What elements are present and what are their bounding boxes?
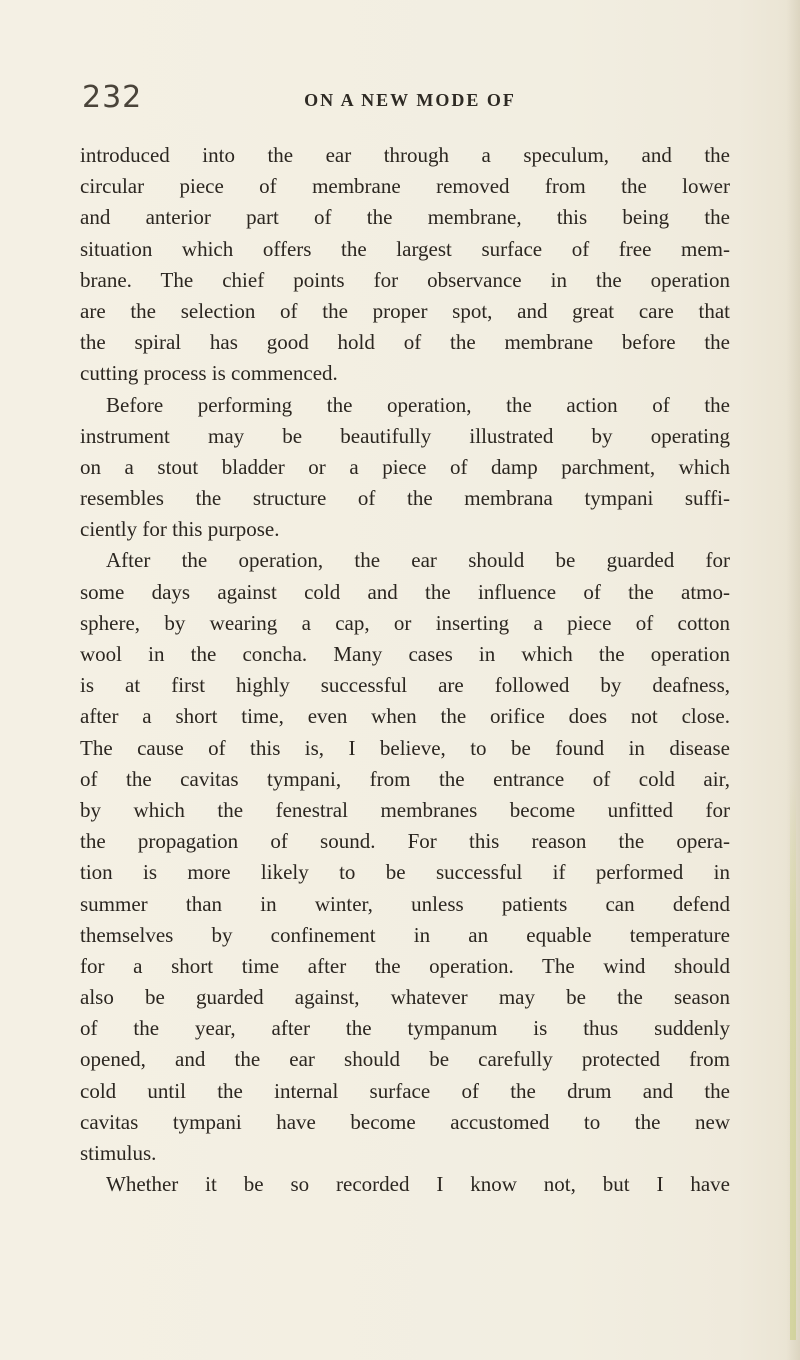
- text-line: the spiral has good hold of the membrane before the: [80, 330, 730, 355]
- text-line: summer than in winter, unless patients can defend: [80, 891, 730, 916]
- text-line: for a short time after the operation. The wind should: [80, 953, 730, 978]
- text-line: resembles the structure of the membrana tympani suffi-: [80, 486, 730, 511]
- text-line: on a stout bladder or a piece of damp parchment, which: [80, 454, 730, 479]
- text-line: stimulus.: [80, 1141, 157, 1165]
- text-line: sphere, by wearing a cap, or inserting a piece of cotton: [80, 610, 730, 635]
- text-line: of the cavitas tympani, from the entrance of cold air,: [80, 766, 730, 791]
- text-line: After the operation, the ear should be guarded for: [106, 548, 730, 573]
- text-line: Before performing the operation, the action of the: [106, 392, 730, 417]
- text-line: introduced into the ear through a speculum, and the: [80, 143, 730, 167]
- body-text: [80, 140, 730, 1200]
- text-line: circular piece of membrane removed from the lower: [80, 174, 730, 199]
- text-line: brane. The chief points for observance in the operation: [80, 267, 730, 292]
- text-line: and anterior part of the membrane, this being the: [80, 205, 730, 230]
- running-head: ON A NEW MODE OF: [304, 90, 516, 110]
- text-line: after a short time, even when the orifice does not close.: [80, 704, 730, 729]
- page-edge-stain: [790, 780, 796, 1340]
- page-header: [80, 80, 740, 120]
- text-line: cutting process is commenced.: [80, 361, 338, 386]
- text-line: cavitas tympani have become accustomed to the new: [80, 1109, 730, 1134]
- text-line: also be guarded against, whatever may be the season: [80, 985, 730, 1010]
- text-line: are the selection of the proper spot, and great care that: [80, 298, 730, 323]
- text-line: Whether it be so recorded I know not, but I have: [106, 1172, 730, 1197]
- text-line: situation which offers the largest surface of free mem-: [80, 236, 730, 261]
- text-line: cold until the internal surface of the drum and the: [80, 1078, 730, 1103]
- text-line: tion is more likely to be successful if performed in: [80, 860, 730, 885]
- text-line: instrument may be beautifully illustrated by operating: [80, 423, 730, 448]
- text-line: The cause of this is, I believe, to be found in disease: [80, 735, 730, 760]
- text-line: is at first highly successful are followed by deafness,: [80, 673, 730, 698]
- text-line: of the year, after the tympanum is thus suddenly: [80, 1016, 730, 1041]
- text-line: wool in the concha. Many cases in which the operation: [80, 642, 730, 666]
- text-line: some days against cold and the influence of the atmo-: [80, 579, 730, 604]
- text-line: the propagation of sound. For this reason the opera-: [80, 829, 730, 854]
- page-number: 232: [82, 80, 143, 115]
- text-line: ciently for this purpose.: [80, 517, 280, 542]
- text-line: themselves by confinement in an equable temperature: [80, 922, 730, 947]
- text-line: by which the fenestral membranes become unfitted for: [80, 797, 730, 822]
- text-line: opened, and the ear should be carefully protected from: [80, 1047, 730, 1072]
